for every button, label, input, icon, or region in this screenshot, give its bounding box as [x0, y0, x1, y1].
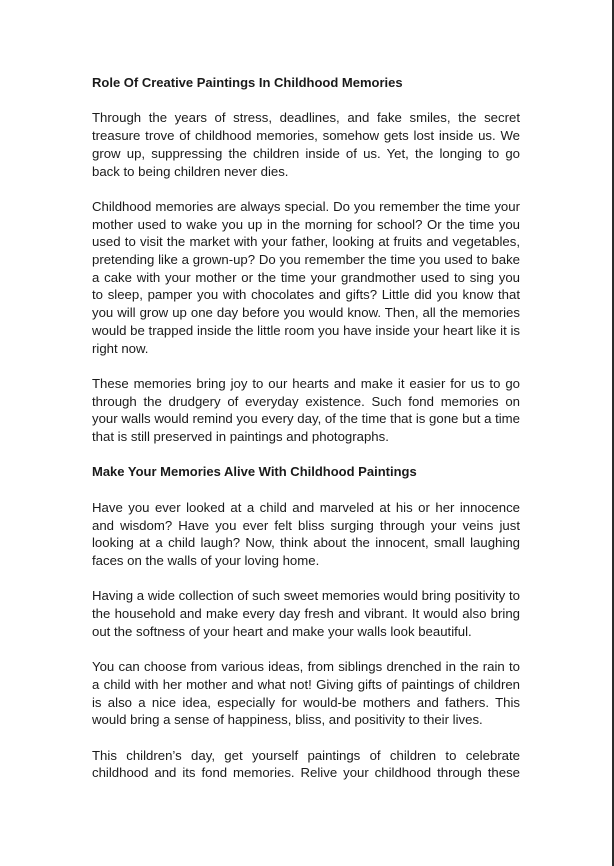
paragraph: This children’s day, get yourself paintings of children to celebrate childhood and its fond memories. Relive your childhood through these	[92, 747, 520, 781]
document-body	[92, 74, 520, 800]
paragraph: Through the years of stress, deadlines, and fake smiles, the secret treasure trove of childhood memories, somehow gets lost inside us. We grow up, suppressing the children inside of us. Yet, the longing to go back to being children never dies.	[92, 110, 520, 179]
paragraph: Childhood memories are always special. Do you remember the time your mother used to wake you up in the morning for school? Or the time you used to visit the market with your father, looking at fruits and vegetables, pretending like a grown-up? Do you remember the time you used to bake a cake with your mother or the time your grandmother used to sing you to sleep, pamper you with chocolates and gifts? Little did you know that you will grow up one day before you would know. Then, all the memories would be trapped inside the little room you have inside your heart like it is right now.	[92, 198, 520, 356]
paragraph: Having a wide collection of such sweet memories would bring positivity to the household and make every day fresh and vibrant. It would also bring out the softness of your heart and make your walls look beautiful.	[92, 588, 520, 639]
section-heading: Make Your Memories Alive With Childhood Paintings	[92, 464, 417, 480]
paragraph: Have you ever looked at a child and marveled at his or her innocence and wisdom? Have you ever felt bliss surging through your veins just looking at a child laugh? Now, think about the innocent, small laughing faces on the walls of your loving home.	[92, 499, 520, 568]
section-heading: Role Of Creative Paintings In Childhood Memories	[92, 75, 403, 90]
paragraph: You can choose from various ideas, from siblings drenched in the rain to a child with her mother and what not! Giving gifts of paintings of children is also a nice idea, especially for would-be mothers and fathers. This would bring a sense of happiness, bliss, and positivity to their lives.	[92, 659, 520, 728]
paragraph: These memories bring joy to our hearts and make it easier for us to go through the drudgery of everyday existence. Such fond memories on your walls would remind you every day, of the time that is gone but a time that is still preserved in paintings and photographs.	[92, 375, 520, 445]
